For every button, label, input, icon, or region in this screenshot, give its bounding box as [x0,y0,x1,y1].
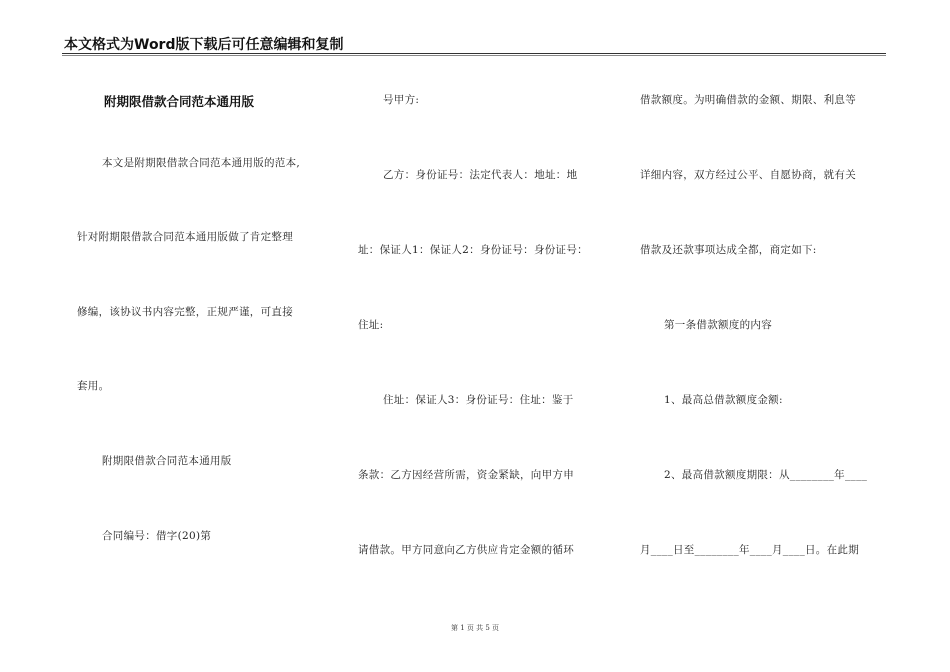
col1-line: 修编，该协议书内容完整，正规严谨，可直接 [77,306,293,318]
col3-line: 借款额度。为明确借款的金额、期限、利息等 [640,94,856,106]
document-title: 附期限借款合同范本通用版 [104,94,255,109]
col1-line: 附期限借款合同范本通用版 [102,455,232,467]
col3-line: 2、最高借款额度期限：从________年____ [664,469,868,481]
col1-line: 针对附期限借款合同范本通用版做了肯定整理 [77,231,293,243]
col2-line: 乙方：身份证号：法定代表人：地址：地 [383,169,578,181]
col2-line: 住址：保证人3：身份证号：住址：鉴于 [383,394,574,406]
col3-line: 借款及还款事项达成全都，商定如下: [640,244,817,256]
col2-line: 号甲方: [383,94,420,106]
col2-line: 住址: [358,319,384,331]
header-rule-thin [62,55,886,56]
col2-line: 请借款。甲方同意向乙方供应肯定金额的循环 [358,544,574,556]
col1-line: 合同编号：借字(20)第 [102,530,212,542]
col1-line: 套用。 [77,380,110,392]
col3-line: 第一条借款额度的内容 [664,319,772,331]
col3-line: 月____日至________年____月____日。在此期 [640,544,859,556]
page-footer: 第 1 页 共 5 页 [450,624,500,632]
col2-line: 条款：乙方因经营所需，资金紧缺，向甲方申 [358,469,574,481]
col1-line: 本文是附期限借款合同范本通用版的范本, [102,157,301,169]
col3-line: 1、最高总借款额度金额: [664,394,783,406]
col3-line: 详细内容，双方经过公平、自愿协商，就有关 [640,169,856,181]
document-header: 本文格式为Word版下载后可任意编辑和复制 [64,37,344,53]
header-rule [62,53,886,54]
col2-line: 址：保证人1：保证人2：身份证号：身份证号： [358,244,588,256]
